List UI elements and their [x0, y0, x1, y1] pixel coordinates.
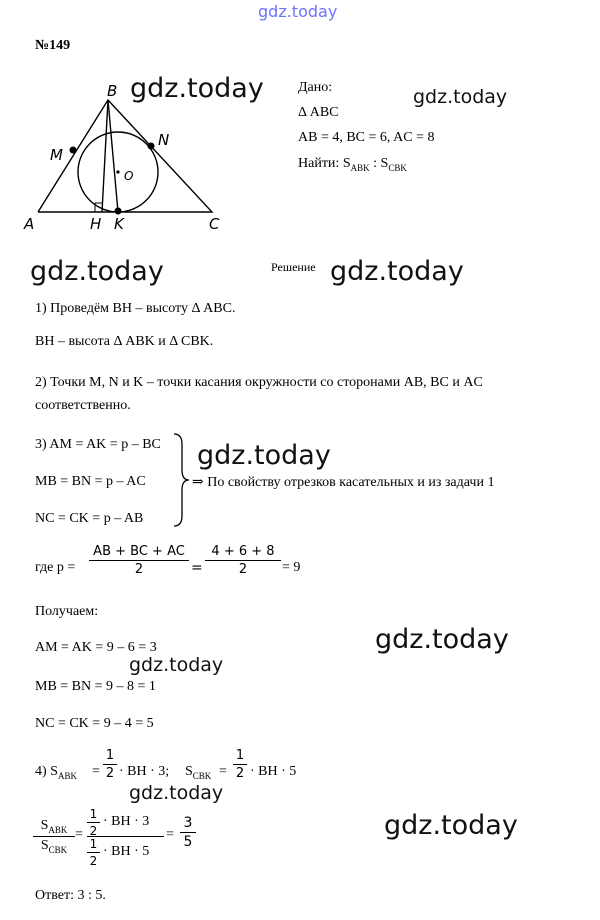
label-C: C — [209, 215, 220, 233]
watermark-solution: gdz.today — [330, 256, 464, 287]
p-denominator: 2 — [89, 560, 189, 577]
step-3-eq3: NC = CK = p – AB — [35, 511, 144, 526]
solution-heading: Решение — [271, 260, 316, 274]
given-triangle: Δ ABC — [298, 105, 339, 120]
step-4-S2-letter: S — [185, 764, 193, 779]
ratio-big-fraction — [87, 808, 164, 867]
step-4-eq: = — [92, 764, 100, 779]
label-B: B — [107, 82, 118, 100]
given-find-label: Найти: S — [298, 156, 351, 171]
p-numerator: AB + BC + AC — [93, 544, 185, 559]
step-4-half-2 — [233, 748, 247, 781]
step-2-line1: 2) Точки M, N и K – точки касания окружности со сторонами AB, BC и AC — [35, 375, 483, 390]
watermark-brace: gdz.today — [197, 440, 331, 471]
step-3-eq1: 3) AM = AK = p – BC — [35, 437, 161, 452]
ratio-result-num: 3 — [183, 815, 193, 831]
label-O: O — [124, 169, 134, 183]
result-1: AM = AK = 9 – 6 = 3 — [35, 640, 157, 655]
altitude-BH — [102, 100, 108, 212]
ratio-S-num-letter: S — [40, 818, 49, 833]
step-4-half-1 — [103, 748, 117, 781]
problem-number: №149 — [35, 38, 71, 53]
point-K — [115, 208, 122, 215]
step-3-note: ⇒ По свойству отрезков касательных и из задачи 1 — [192, 475, 495, 490]
answer: Ответ: 3 : 5. — [35, 888, 106, 903]
step-4-S1: 4) S — [35, 764, 58, 779]
given-find-sub2: CBK — [388, 162, 407, 173]
p-label: где p = — [35, 560, 76, 575]
label-M: M — [50, 146, 63, 164]
given-find-sep: : S — [369, 156, 389, 171]
ratio-eq2: = — [166, 827, 174, 842]
watermark-small-2: gdz.today — [129, 782, 224, 804]
segment-BK — [108, 100, 118, 212]
ratio-S-den-letter: S — [40, 837, 49, 853]
given-sides: AB = 4, BC = 6, AC = 8 — [298, 130, 435, 145]
ratio-half-bottom-den: 2 — [87, 852, 100, 868]
ratio-result-fraction — [180, 815, 196, 850]
result-2: MB = BN = 9 – 8 = 1 — [35, 679, 156, 694]
given-find — [298, 156, 407, 173]
watermark-figure: gdz.today — [130, 73, 264, 104]
step-4-sub1: ABK — [57, 770, 77, 781]
step-3-eq2: MB = BN = p – AC — [35, 474, 146, 489]
ratio-S-num — [39, 818, 70, 836]
watermark-left: gdz.today — [30, 256, 164, 287]
step-1: 1) Проведём BH – высоту Δ ABC. — [35, 301, 236, 316]
watermark-given: gdz.today — [413, 86, 508, 108]
point-M — [70, 147, 77, 154]
given-find-sub1: ABK — [350, 162, 370, 173]
ratio-S-fraction — [33, 818, 75, 855]
watermark-small-1: gdz.today — [129, 654, 224, 676]
curly-brace — [170, 432, 192, 528]
ratio-S-num-sub: ABK — [48, 824, 68, 835]
half-den-1: 2 — [103, 764, 117, 781]
ratio-result-den: 5 — [180, 832, 196, 850]
ratio-top — [87, 808, 164, 836]
step-4-expr2: · BH · 5 — [250, 764, 297, 779]
ratio-top-expr: · BH · 3 — [103, 814, 150, 829]
ratio-eq: = — [75, 827, 83, 842]
step-1b: BH – высота Δ ABK и Δ CBK. — [35, 334, 214, 349]
ratio-S-den — [33, 836, 75, 855]
p-equals: = — [191, 560, 203, 576]
half-den-2: 2 — [233, 764, 247, 781]
step-4-sub2: CBK — [192, 770, 212, 781]
ratio-half-top-num: 1 — [89, 806, 98, 821]
point-N — [148, 143, 155, 150]
triangle-outline — [38, 100, 212, 212]
half-num-2: 1 — [235, 748, 245, 763]
watermark-right-bottom: gdz.today — [384, 810, 518, 841]
given-heading: Дано: — [298, 80, 333, 95]
label-N: N — [158, 131, 170, 149]
step-4-label — [35, 764, 77, 781]
p-numerator-2: 4 + 6 + 8 — [211, 544, 275, 559]
step-4-S2 — [185, 764, 211, 781]
ratio-S-den-sub: CBK — [48, 844, 68, 855]
label-K: K — [114, 215, 124, 233]
ratio-half-bottom — [87, 837, 100, 868]
watermark-right-mid: gdz.today — [375, 624, 509, 655]
obtain-label: Получаем: — [35, 604, 99, 619]
ratio-bottom — [87, 836, 164, 867]
ratio-bottom-expr: · BH · 5 — [103, 844, 150, 859]
p-denominator-2: 2 — [205, 560, 281, 577]
step-4-expr1: · BH · 3; — [119, 764, 170, 779]
ratio-half-top — [87, 807, 100, 838]
p-fraction-2 — [205, 544, 281, 577]
half-num-1: 1 — [105, 748, 115, 763]
ratio-half-top-den: 2 — [87, 822, 100, 838]
label-A: A — [24, 215, 35, 233]
step-2-line2: соответственно. — [35, 398, 131, 413]
p-result: = 9 — [282, 560, 301, 575]
point-O — [116, 170, 119, 173]
triangle-figure — [0, 0, 300, 240]
watermark-top: gdz.today — [258, 2, 338, 21]
ratio-half-bottom-num: 1 — [89, 836, 98, 851]
label-H: H — [90, 215, 102, 233]
p-fraction-1 — [89, 544, 189, 577]
result-3: NC = CK = 9 – 4 = 5 — [35, 716, 154, 731]
step-4-eq2: = — [219, 764, 227, 779]
